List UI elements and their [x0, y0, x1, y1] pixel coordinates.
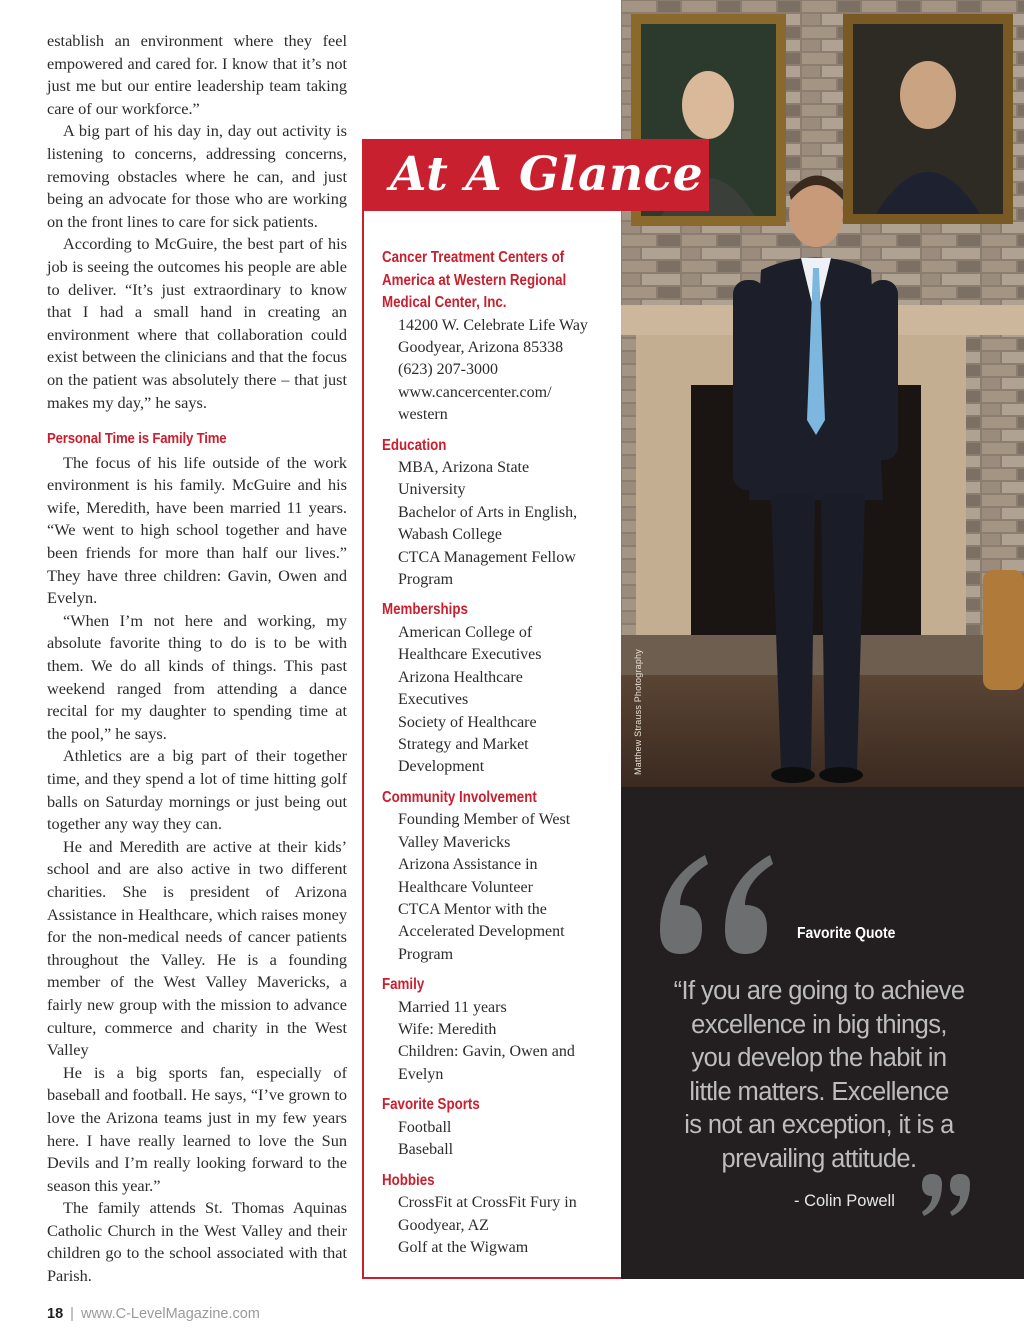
glance-section-family [382, 974, 614, 1086]
glance-heading: Memberships [382, 601, 468, 619]
quote-line: you develop the habit in [691, 1044, 947, 1073]
quote-line: prevailing attitude. [721, 1144, 917, 1173]
article-column [47, 30, 347, 1288]
footer-website: www.C-LevelMagazine.com [80, 1306, 260, 1322]
glance-content [382, 247, 614, 1267]
glance-item: CTCA Mentor with the [398, 900, 547, 918]
glance-heading-line: Medical Center, Inc. [382, 294, 507, 311]
article-paragraph: The focus of his life outside of the work environment is his family. McGuire and his wife, Meredith, have been married 11 years. “We went to high school together and have been friends for more than half our lives.” They have three children: Gavin, Owen and Evelyn. [47, 452, 347, 608]
glance-item: American College of [398, 623, 533, 641]
glance-item: Children: Gavin, Owen and [398, 1043, 575, 1061]
glance-item: Wife: Meredith [398, 1021, 497, 1039]
glance-item: CrossFit at CrossFit Fury in [398, 1194, 577, 1212]
glance-title: At A Glance [362, 139, 709, 211]
glance-item: Goodyear, Arizona 85338 [398, 338, 564, 356]
glance-item: 14200 W. Celebrate Life Way [398, 316, 588, 334]
glance-item: University [398, 481, 466, 499]
footer-separator: | [70, 1306, 74, 1322]
glance-item: Wabash College [398, 526, 503, 544]
article-paragraph: According to McGuire, the best part of his job is seeing the outcomes his people are able to deliver. “It’s just extraordinary to know that I had a small hand in creating an environment where that collaboration could exist between the clinicians and that the focus on the patient was absolutely there – that just makes my day,” he says. [47, 234, 347, 412]
glance-item: Arizona Healthcare [398, 668, 523, 686]
glance-heading: Favorite Sports [382, 1096, 480, 1114]
article-paragraph: establish an environment where they feel empowered and cared for. I know that it’s not just me but our entire leadership team taking care of our workforce.” [47, 31, 347, 118]
article-paragraph: The family attends St. Thomas Aquinas Catholic Church in the West Valley and their children go to the school associated with that Parish. [47, 1198, 347, 1286]
glance-item: Bachelor of Arts in English, [398, 503, 578, 521]
quote-label: Favorite Quote [797, 925, 896, 942]
article-paragraph: Athletics are a big part of their together time, and they spend a lot of time hitting golf balls on Saturday mornings or just being out together any way they can. [47, 746, 347, 834]
glance-heading: Education [382, 436, 447, 454]
glance-heading: Community Involvement [382, 788, 537, 806]
glance-item: Goodyear, AZ [398, 1216, 489, 1234]
glance-heading [382, 247, 582, 315]
quote-line: little matters. Excellence [689, 1077, 949, 1106]
glance-item-website: www.cancercenter.com/ [398, 383, 552, 401]
glance-item: Founding Member of West [398, 811, 571, 829]
quote-line: excellence in big things, [691, 1010, 947, 1039]
glance-item: Accelerated Development [398, 923, 565, 941]
glance-heading-line: Cancer Treatment Centers of [382, 249, 565, 266]
glance-item: Healthcare Executives [398, 646, 542, 664]
glance-item: Golf at the Wigwam [398, 1238, 529, 1256]
photo-illustration [621, 0, 1024, 787]
glance-item: Evelyn [398, 1065, 444, 1083]
photo-credit: Matthew Strauss Photography [633, 649, 643, 775]
glance-item: Strategy and Market [398, 736, 529, 753]
article-subheading: Personal Time is Family Time [47, 430, 227, 448]
glance-item-website: western [398, 406, 448, 424]
glance-heading: Hobbies [382, 1171, 435, 1189]
quote-text [650, 975, 988, 1177]
article-paragraph: A big part of his day in, day out activity is listening to concerns, addressing concerns, removing obstacles where he can, and just being an advocate for those who are working on the front lines to care for sick patients. [47, 121, 347, 231]
glance-heading-line: America at Western Regional [382, 271, 567, 289]
quote-line: is not an exception, it is a [684, 1111, 954, 1140]
glance-section-education [382, 435, 614, 592]
quote-author: - Colin Powell [794, 1192, 895, 1210]
close-quote-icon [920, 1172, 972, 1222]
article-paragraph: He is a big sports fan, especially of baseball and football. He says, “I’ve grown to love the Arizona teams just in my few years here. I have really learned to love the Sun Devils and I’m really looking forward to the season this year.” [47, 1062, 347, 1195]
glance-item: Executives [398, 691, 469, 709]
glance-item: (623) 207-3000 [398, 361, 498, 379]
glance-item: Married 11 years [398, 998, 507, 1016]
glance-section-sports [382, 1094, 614, 1161]
glance-section-community [382, 787, 614, 966]
glance-item: Arizona Assistance in [398, 856, 538, 874]
quote-line: “If you are going to achieve [673, 977, 965, 1005]
glance-section-memberships [382, 599, 614, 778]
glance-item: CTCA Management Fellow [398, 548, 576, 566]
glance-item: Development [398, 758, 485, 776]
glance-heading: Family [382, 976, 425, 994]
article-paragraph: He and Meredith are active at their kids’ school and are also active in two different charities. She is president of Arizona Assistance in Healthcare, which raises money for the non-medical needs of cancer patients throughout the Valley. He is a founding member of the West Valley Mavericks, a fairly new group with the mission to advance culture, commerce and charity in the West Valley [47, 836, 347, 1060]
glance-item: Society of Healthcare [398, 713, 537, 731]
glance-item: Program [398, 571, 454, 589]
open-quote-icon [650, 850, 780, 964]
glance-item: Program [398, 945, 454, 963]
glance-section-company [382, 247, 614, 427]
page-number: 18 [47, 1306, 64, 1322]
article-paragraph: “When I’m not here and working, my absolute favorite thing to do is to be with them. We do all kinds of things. This past weekend ranged from attending a dance recital for my daughter to spending time at the pool,” he says. [47, 610, 347, 743]
executive-photo [621, 0, 1024, 787]
glance-item: Valley Mavericks [398, 833, 511, 851]
glance-section-hobbies [382, 1170, 614, 1260]
page-footer [47, 1306, 260, 1322]
glance-item: Baseball [398, 1141, 454, 1159]
glance-item: Football [398, 1118, 452, 1136]
glance-item: Healthcare Volunteer [398, 878, 533, 896]
glance-item: MBA, Arizona State [398, 459, 530, 477]
